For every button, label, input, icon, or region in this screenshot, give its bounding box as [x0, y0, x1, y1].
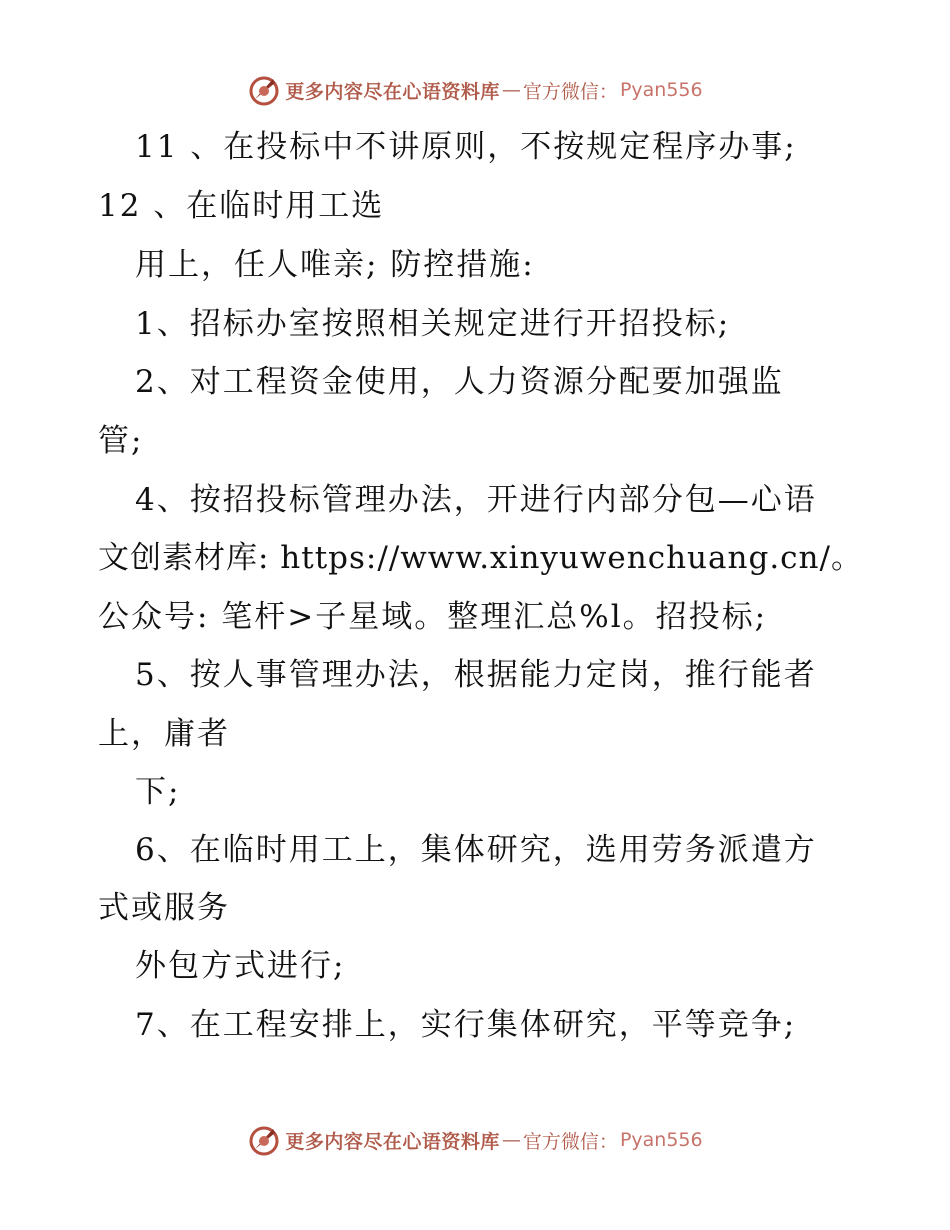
banner-wechat-id: Pyan556 [619, 1129, 703, 1151]
text-line-2: 12 、在临时用工选 [98, 188, 385, 224]
banner-dash: — [501, 1129, 521, 1151]
quill-logo-icon [247, 73, 281, 107]
quill-logo-icon [247, 1123, 281, 1157]
text-line-12: 下; [135, 774, 181, 810]
text-line-8: 文创素材库: https://www.xinyuwenchuang.cn/。 [98, 540, 863, 576]
text-line-3: 用上，任人唯亲; 防控措施: [135, 247, 535, 283]
text-line-9: 公众号: 笔杆>子星域。整理汇总%l。招投标; [98, 599, 768, 635]
text-line-11: 上，庸者 [98, 716, 230, 752]
banner-wechat-id: Pyan556 [619, 79, 703, 101]
footer-watermark-banner [0, 1120, 950, 1160]
text-line-5: 2、对工程资金使用，人力资源分配要加强监 [135, 364, 784, 400]
text-line-7: 4、按招投标管理办法，开进行内部分包—心语 [135, 482, 817, 518]
banner-wechat-label: 官方微信： [522, 80, 618, 103]
text-line-16: 7、在工程安排上，实行集体研究，平等竞争; [135, 1007, 797, 1043]
banner-wechat-label: 官方微信： [522, 1130, 618, 1153]
banner-brand-text: 更多内容尽在心语资料库 [285, 1130, 500, 1153]
banner-brand-text: 更多内容尽在心语资料库 [285, 80, 500, 103]
text-line-13: 6、在临时用工上，集体研究，选用劳务派遣方 [135, 832, 817, 868]
text-line-4: 1、招标办室按照相关规定进行开招投标; [135, 306, 731, 342]
banner-dash: — [501, 79, 521, 101]
text-line-10: 5、按人事管理办法，根据能力定岗，推行能者 [135, 657, 817, 693]
text-line-15: 外包方式进行; [135, 948, 346, 984]
text-line-14: 式或服务 [98, 890, 230, 926]
text-line-1: 11 、在投标中不讲原则，不按规定程序办事; [135, 129, 797, 165]
text-line-6: 管; [98, 423, 144, 459]
header-watermark-banner [0, 70, 950, 110]
